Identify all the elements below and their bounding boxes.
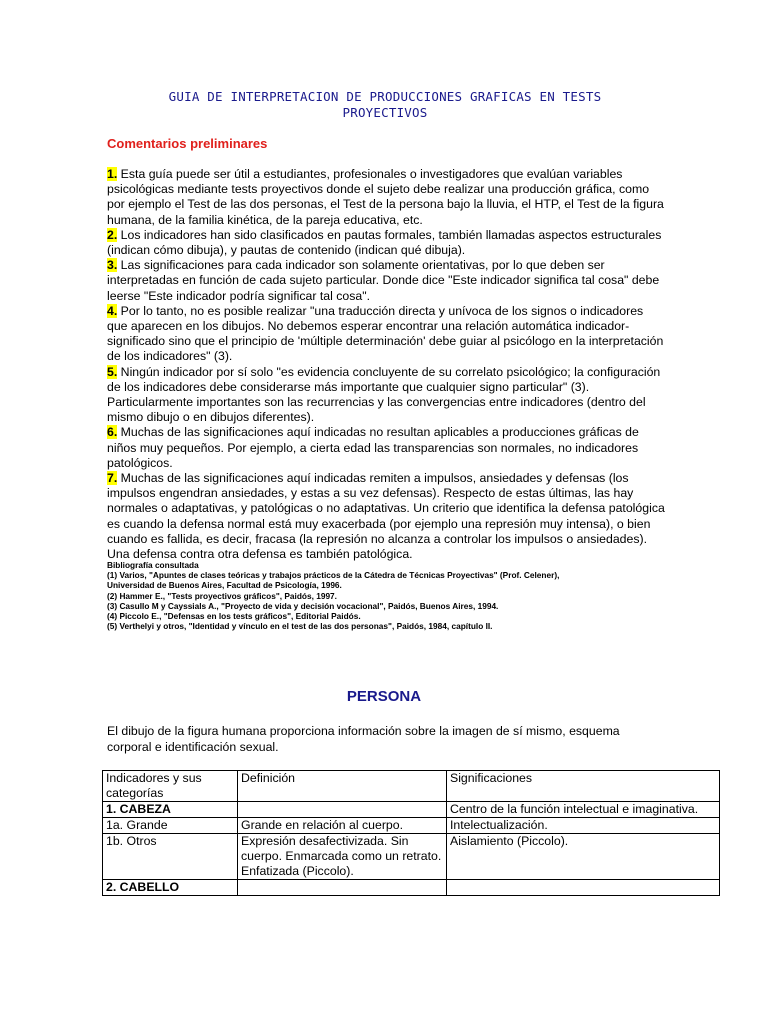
header-cell-meanings: Significaciones: [447, 771, 720, 802]
bibliography-line: (5) Verthelyi y otros, "Identidad y vínculo en el test de las dos personas", Paidós, 1984, capítulo II.: [107, 621, 493, 632]
table-row: [103, 802, 720, 818]
document-title: [130, 89, 640, 121]
indicators-table: [102, 770, 720, 896]
preliminary-heading: Comentarios preliminares: [107, 136, 268, 151]
header-cell-definition: Definición: [238, 771, 447, 802]
table-cell-indicator: 1b. Otros: [103, 834, 238, 880]
item-number: 3.: [107, 258, 118, 273]
bibliography-line: (2) Hammer E., "Tests proyectivos gráficos", Paidós, 1997.: [107, 590, 337, 601]
item-text: Ningún indicador por sí solo "es evidencia concluyente de su correlato psicológico; la configuración de los indicadores debe considerarse más importante que cualquier signo particular" (3). Particularmente importantes son las recurrencias y las convergencias entre indicadores (dentro del mismo dibujo o en dibujos diferentes).: [107, 364, 661, 425]
item-text: Muchas de las significaciones aquí indicadas remiten a impulsos, ansiedades y defensas (los impulsos engendran ansiedades, y estas a su vez defensas). Respecto de estas últimas, las hay normales o adaptativas, y patológicas o no adaptativas. Un criterio que identifica la defensa patológica es cuando la defensa normal está muy exacerbada (por ejemplo una represión muy intensa), o bien cuando es fallida, es decir, fracasa (la represión no alcanza a controlar los impulsos o ansiedades). Una defensa contra otra defensa es también patológica.: [107, 471, 665, 562]
table-row: [103, 818, 720, 834]
header-cell-indicators: Indicadores y sus categorías: [103, 771, 238, 802]
preliminary-item: [107, 304, 667, 365]
table-row: [103, 880, 720, 896]
item-number: 6.: [107, 425, 118, 440]
table-cell-meaning: Intelectualización.: [447, 818, 720, 834]
persona-intro: El dibujo de la figura humana proporciona información sobre la imagen de sí mismo, esquema corporal e identificación sexual.: [107, 724, 620, 754]
persona-heading: PERSONA: [346, 688, 422, 705]
table-cell-meaning: [447, 880, 720, 896]
item-text: Por lo tanto, no es posible realizar "una traducción directa y unívoca de los signos o indicadores que aparecen en los dibujos. No debemos esperar encontrar una relación automática indicador-significado sino que el principio de 'múltiple determinación' debe guiar al psicólogo en la interpretación de los indicadores" (3).: [107, 303, 664, 364]
table-cell-meaning: Aislamiento (Piccolo).: [447, 834, 720, 880]
table-cell-indicator: 1. CABEZA: [103, 802, 238, 818]
preliminary-item: [107, 425, 667, 471]
preliminary-item: [107, 258, 667, 304]
item-number: 4.: [107, 303, 118, 318]
document-title-line-1: GUIA DE INTERPRETACION DE PRODUCCIONES GRAFICAS EN TESTS: [168, 89, 602, 104]
bibliography-line: Universidad de Buenos Aires, Facultad de Psicología, 1996.: [107, 580, 342, 591]
preliminary-item: [107, 471, 667, 562]
bibliography: [107, 560, 667, 631]
preliminary-item: [107, 167, 667, 228]
table-row: [103, 834, 720, 880]
item-text: Esta guía puede ser útil a estudiantes, profesionales o investigadores que evalúan variables psicológicas mediante tests proyectivos donde el sujeto debe realizar una producción gráfica, como por ejemplo el Test de las dos personas, el Test de la persona bajo la lluvia, el HTP, el Test de la figura humana, de la familia kinética, de la pareja educativa, etc.: [107, 167, 664, 227]
bibliography-line: (4) Piccolo E., "Defensas en los tests gráficos", Editorial Paidós.: [107, 611, 361, 622]
item-text: Muchas de las significaciones aquí indicadas no resultan aplicables a producciones gráficas de niños muy pequeños. Por ejemplo, a cierta edad las transparencias son normales, no indicadores patológicos.: [107, 425, 639, 470]
document-title-line-2: PROYECTIVOS: [342, 105, 428, 120]
table-cell-definition: [238, 802, 447, 818]
preliminary-item: [107, 228, 667, 258]
table-cell-definition: Grande en relación al cuerpo.: [238, 818, 447, 834]
table-cell-definition: [238, 880, 447, 896]
item-number: 2.: [107, 227, 118, 242]
bibliography-line: (3) Casullo M y Cayssials A., "Proyecto de vida y decisión vocacional", Paidós, Buenos Aires, 1994.: [107, 600, 499, 611]
table-header-row: [103, 771, 720, 802]
preliminary-item: [107, 365, 667, 426]
table-cell-meaning: Centro de la función intelectual e imaginativa.: [447, 802, 720, 818]
table-cell-indicator: 1a. Grande: [103, 818, 238, 834]
item-text: Las significaciones para cada indicador son solamente orientativas, por lo que deben ser interpretadas en función de cada sujeto particular. Donde dice "Este indicador significa tal cosa" debe leerse "Este indicador podría significar tal cosa".: [107, 258, 660, 303]
table-cell-definition: Expresión desafectivizada. Sin cuerpo. Enmarcada como un retrato. Enfatizada (Piccolo).: [238, 834, 447, 880]
bibliography-line: (1) Varios, "Apuntes de clases teóricas y trabajos prácticos de la Cátedra de Técnicas Proyectivas" (Prof. Celener),: [107, 570, 560, 581]
bibliography-heading: Bibliografía consultada: [107, 560, 199, 570]
table-cell-indicator: 2. CABELLO: [103, 880, 238, 896]
item-number: 7.: [107, 471, 118, 486]
item-number: 5.: [107, 364, 118, 379]
preliminary-comments: [107, 167, 667, 562]
item-text: Los indicadores han sido clasificados en pautas formales, también llamadas aspectos estructurales (indican cómo dibuja), y pautas de contenido (indican qué dibuja).: [107, 227, 662, 258]
item-number: 1.: [107, 167, 118, 181]
